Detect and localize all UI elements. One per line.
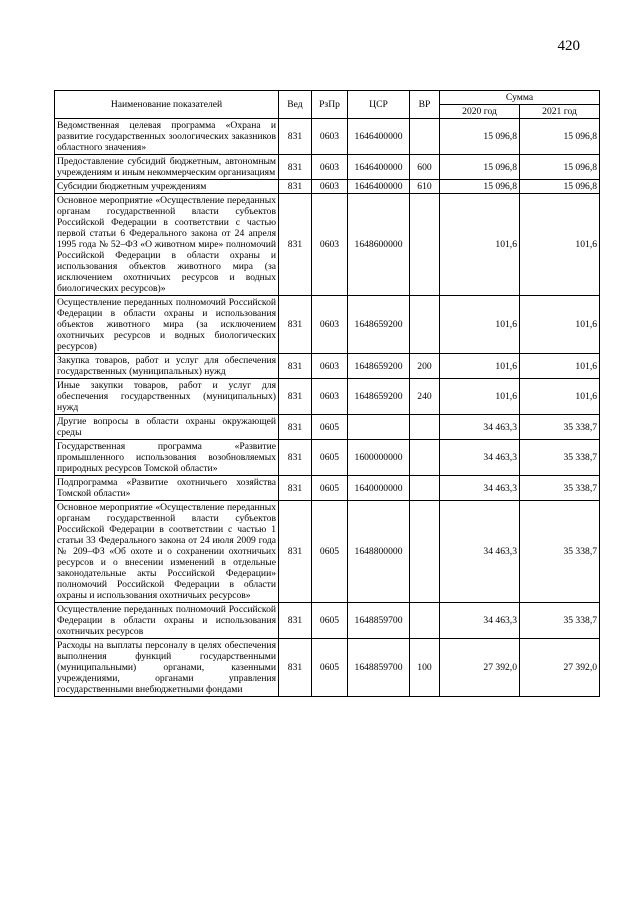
cell-name: Субсидии бюджетным учреждениям	[55, 180, 279, 194]
header-vr: ВР	[410, 91, 440, 119]
cell-csr: 1646400000	[348, 119, 410, 155]
cell-rzpr: 0603	[312, 379, 348, 415]
cell-rzpr: 0605	[312, 476, 348, 501]
cell-amount-2021: 101,6	[520, 194, 600, 296]
cell-name: Другие вопросы в области охраны окружающей среды	[55, 415, 279, 440]
cell-name: Основное мероприятие «Осуществление переданных органам государственной власти субъектов Российской Федерации в соответствии с частью 1 статьи 33 Федерального закона от 24 июля 2009 года № 209–ФЗ «Об охоте и о сохранении охотничьих ресурсов и о внесении изменений в отдельные законодательные акты Российской Федерации» полномочий Российской Федерации в области охраны и использования охотничьих ресурсов»	[55, 501, 279, 603]
cell-amount-2020: 34 463,3	[440, 501, 520, 603]
cell-rzpr: 0605	[312, 440, 348, 476]
cell-csr: 1648859700	[348, 639, 410, 697]
table-row	[55, 476, 600, 501]
table-row	[55, 180, 600, 194]
cell-name: Иные закупки товаров, работ и услуг для обеспечения государственных (муниципальных) нужд	[55, 379, 279, 415]
cell-name: Закупка товаров, работ и услуг для обеспечения государственных (муниципальных) нужд	[55, 354, 279, 379]
budget-table	[54, 90, 600, 697]
cell-rzpr: 0605	[312, 603, 348, 639]
cell-vr	[410, 501, 440, 603]
header-year-2021: 2021 год	[520, 105, 600, 119]
cell-amount-2021: 35 338,7	[520, 476, 600, 501]
cell-vr	[410, 476, 440, 501]
cell-ved: 831	[279, 603, 312, 639]
cell-name: Расходы на выплаты персоналу в целях обеспечения выполнения функций государственными (муниципальными) органами, казенными учреждениями, органами управления государственными внебюджетными фондами	[55, 639, 279, 697]
table-row	[55, 379, 600, 415]
cell-amount-2021: 15 096,8	[520, 119, 600, 155]
cell-csr: 1648659200	[348, 379, 410, 415]
cell-ved: 831	[279, 194, 312, 296]
cell-vr	[410, 415, 440, 440]
table-row	[55, 155, 600, 180]
table-body	[55, 119, 600, 697]
cell-csr: 1648600000	[348, 194, 410, 296]
cell-amount-2020: 101,6	[440, 354, 520, 379]
cell-rzpr: 0603	[312, 119, 348, 155]
cell-name: Осуществление переданных полномочий Российской Федерации в области охраны и использования охотничьих ресурсов	[55, 603, 279, 639]
cell-amount-2021: 27 392,0	[520, 639, 600, 697]
cell-ved: 831	[279, 501, 312, 603]
cell-csr: 1646400000	[348, 155, 410, 180]
table-row	[55, 354, 600, 379]
cell-rzpr: 0605	[312, 501, 348, 603]
header-year-2020: 2020 год	[440, 105, 520, 119]
cell-vr	[410, 119, 440, 155]
header-sum: Сумма	[440, 91, 600, 105]
cell-amount-2020: 15 096,8	[440, 155, 520, 180]
cell-vr: 240	[410, 379, 440, 415]
cell-amount-2020: 101,6	[440, 194, 520, 296]
cell-amount-2021: 35 338,7	[520, 440, 600, 476]
cell-vr	[410, 603, 440, 639]
header-ved: Вед	[279, 91, 312, 119]
cell-amount-2021: 15 096,8	[520, 180, 600, 194]
cell-rzpr: 0605	[312, 639, 348, 697]
table-row	[55, 119, 600, 155]
cell-csr: 1600000000	[348, 440, 410, 476]
cell-csr: 1646400000	[348, 180, 410, 194]
cell-csr: 1648859700	[348, 603, 410, 639]
cell-ved: 831	[279, 180, 312, 194]
cell-name: Государственная программа «Развитие промышленного использования возобновляемых природных ресурсов Томской области»	[55, 440, 279, 476]
cell-ved: 831	[279, 155, 312, 180]
cell-amount-2020: 34 463,3	[440, 603, 520, 639]
cell-csr: 1648659200	[348, 354, 410, 379]
table-row	[55, 440, 600, 476]
cell-vr: 610	[410, 180, 440, 194]
cell-csr	[348, 415, 410, 440]
cell-name: Осуществление переданных полномочий Российской Федерации в области охраны и использования объектов животного мира (за исключением охотничьих ресурсов и водных биологических ресурсов)	[55, 296, 279, 354]
cell-vr	[410, 440, 440, 476]
cell-rzpr: 0603	[312, 354, 348, 379]
cell-vr: 100	[410, 639, 440, 697]
cell-vr: 200	[410, 354, 440, 379]
cell-csr: 1648800000	[348, 501, 410, 603]
cell-amount-2021: 35 338,7	[520, 501, 600, 603]
cell-name: Предоставление субсидий бюджетным, автономным учреждениям и иным некоммерческим организациям	[55, 155, 279, 180]
cell-ved: 831	[279, 354, 312, 379]
table-row	[55, 296, 600, 354]
cell-vr	[410, 194, 440, 296]
cell-amount-2021: 101,6	[520, 354, 600, 379]
header-rzpr: РзПр	[312, 91, 348, 119]
cell-csr: 1648659200	[348, 296, 410, 354]
table-row	[55, 501, 600, 603]
header-name: Наименование показателей	[55, 91, 279, 119]
cell-amount-2020: 34 463,3	[440, 476, 520, 501]
cell-rzpr: 0603	[312, 180, 348, 194]
cell-amount-2020: 27 392,0	[440, 639, 520, 697]
table-row	[55, 194, 600, 296]
page-number: 420	[557, 38, 580, 54]
cell-amount-2021: 101,6	[520, 296, 600, 354]
cell-amount-2020: 15 096,8	[440, 180, 520, 194]
cell-ved: 831	[279, 296, 312, 354]
table-header	[55, 91, 600, 119]
cell-rzpr: 0603	[312, 155, 348, 180]
cell-vr: 600	[410, 155, 440, 180]
cell-rzpr: 0603	[312, 296, 348, 354]
cell-amount-2021: 101,6	[520, 379, 600, 415]
cell-ved: 831	[279, 440, 312, 476]
cell-rzpr: 0603	[312, 194, 348, 296]
cell-name: Ведомственная целевая программа «Охрана и развитие государственных зоологических заказников областного значения»	[55, 119, 279, 155]
cell-amount-2021: 35 338,7	[520, 415, 600, 440]
cell-csr: 1640000000	[348, 476, 410, 501]
table-row	[55, 415, 600, 440]
cell-ved: 831	[279, 415, 312, 440]
cell-name: Подпрограмма «Развитие охотничьего хозяйства Томской области»	[55, 476, 279, 501]
cell-amount-2021: 15 096,8	[520, 155, 600, 180]
cell-ved: 831	[279, 639, 312, 697]
cell-amount-2021: 35 338,7	[520, 603, 600, 639]
cell-amount-2020: 15 096,8	[440, 119, 520, 155]
cell-ved: 831	[279, 476, 312, 501]
cell-amount-2020: 101,6	[440, 296, 520, 354]
cell-ved: 831	[279, 119, 312, 155]
header-csr: ЦСР	[348, 91, 410, 119]
cell-ved: 831	[279, 379, 312, 415]
cell-name: Основное мероприятие «Осуществление переданных органам государственной власти субъектов Российской Федерации в соответствии с частью первой статьи 6 Федерального закона от 24 апреля 1995 года № 52–ФЗ «О животном мире» полномочий Российской Федерации в области охраны и использования объектов животного мира (за исключением охотничьих ресурсов и водных биологических ресурсов)»	[55, 194, 279, 296]
cell-amount-2020: 34 463,3	[440, 415, 520, 440]
cell-vr	[410, 296, 440, 354]
cell-amount-2020: 34 463,3	[440, 440, 520, 476]
table-row	[55, 603, 600, 639]
cell-rzpr: 0605	[312, 415, 348, 440]
cell-amount-2020: 101,6	[440, 379, 520, 415]
table-row	[55, 639, 600, 697]
